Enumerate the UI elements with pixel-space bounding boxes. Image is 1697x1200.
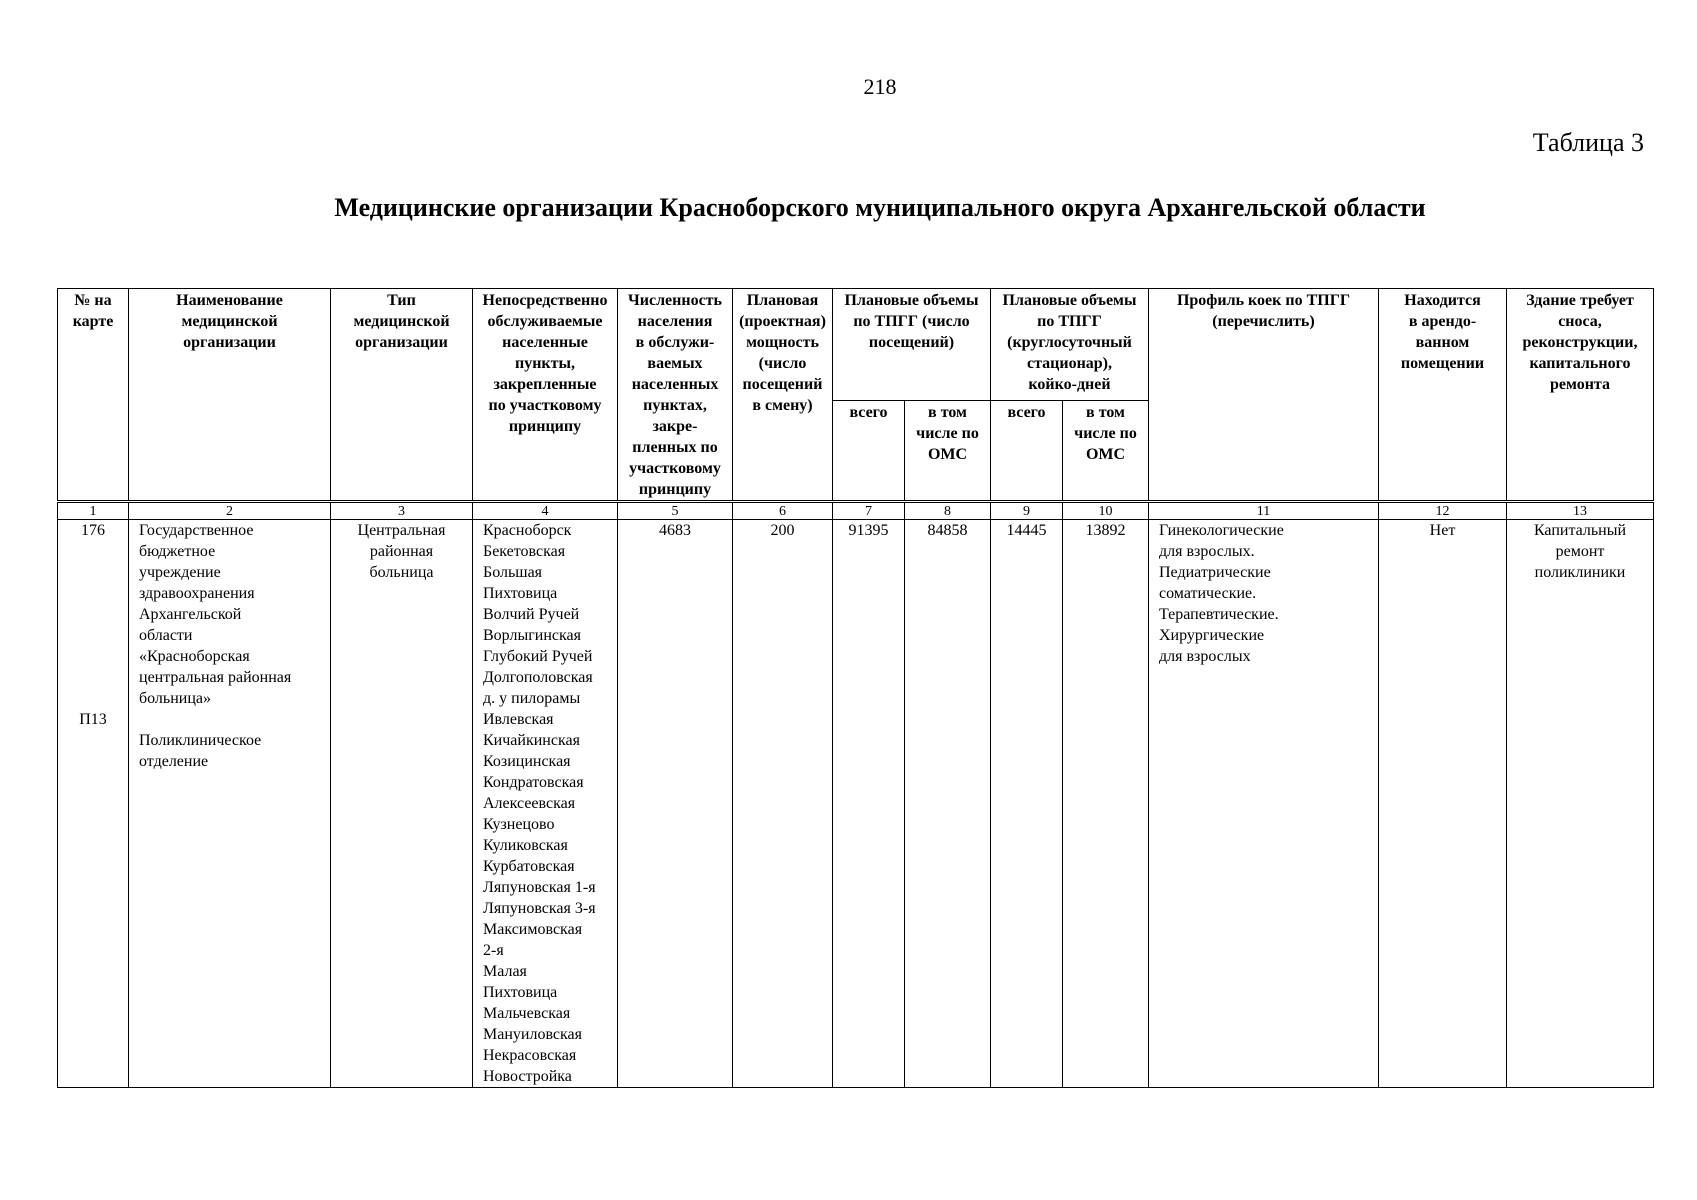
- column-number-row: [58, 502, 1654, 520]
- served-settlements: Красноборск Бекетовская Большая Пихтовица Волчий Ручей Ворлыгинская Глубокий Ручей Долгополовская д. у пилорамы Ивлевская Кичайкинская Козицинская Кондратовская Алексеевская Кузнецово Куликовская Курбатовская Ляпуновская 1-я Ляпуновская 3-я Максимовская 2-я Малая Пихтовица Мальчевская Мануиловская Некрасовская Новостройка: [483, 522, 596, 1085]
- header-population: Численность населения в обслужи- ваемых населенных пунктах, закре- пленных по участковому принципу: [618, 289, 733, 502]
- header-organization-type: Тип медицинской организации: [331, 289, 473, 502]
- cell-building: [1507, 520, 1654, 1088]
- cell-beds-oms: [1063, 520, 1149, 1088]
- header-row-1: [58, 289, 1654, 401]
- page-number: 218: [863, 74, 897, 99]
- map-number-secondary: П13: [79, 711, 107, 728]
- header-building-condition: Здание требует сноса, реконструкции, капитального ремонта: [1507, 289, 1654, 502]
- header-beds-total: всего: [991, 400, 1063, 501]
- header-served-settlements: Непосредственно обслуживаемые населенные пункты, закрепленные по участковому принципу: [473, 289, 618, 502]
- header-planned-visits-group: Плановые объемы по ТПГГ (число посещений): [833, 289, 991, 401]
- organization-subdivision: Поликлиническое отделение: [139, 732, 262, 770]
- capacity-value: 200: [770, 522, 795, 539]
- map-number: 176: [81, 522, 105, 539]
- visits-oms-value: 84858: [927, 522, 968, 539]
- cell-served-settlements: [473, 520, 618, 1088]
- column-number: 10: [1063, 502, 1149, 520]
- column-number: 13: [1507, 502, 1654, 520]
- building-value: Капитальный ремонт поликлиники: [1533, 522, 1627, 581]
- header-planned-beds-group: Плановые объемы по ТПГГ (круглосуточный стационар), койко-дней: [991, 289, 1149, 401]
- organization-type: Центральная районная больница: [357, 522, 446, 581]
- column-number: 5: [618, 502, 733, 520]
- cell-visits-total: [833, 520, 905, 1088]
- beds-oms-value: 13892: [1085, 522, 1126, 539]
- cell-organization-name: [129, 520, 331, 1088]
- column-number: 11: [1149, 502, 1379, 520]
- cell-population: [618, 520, 733, 1088]
- cell-capacity: [733, 520, 833, 1088]
- organization-name: Государственное бюджетное учреждение здравоохранения Архангельской области «Красноборская центральная районная больница»: [139, 522, 292, 707]
- beds-total-value: 14445: [1006, 522, 1047, 539]
- column-number: 2: [129, 502, 331, 520]
- cell-rented: [1379, 520, 1507, 1088]
- column-number: 1: [58, 502, 129, 520]
- table-row: [58, 520, 1654, 1088]
- rented-value: Нет: [1429, 522, 1456, 539]
- column-number: 8: [905, 502, 991, 520]
- column-number: 9: [991, 502, 1063, 520]
- cell-visits-oms: [905, 520, 991, 1088]
- header-visits-total: всего: [833, 400, 905, 501]
- cell-map-number: [58, 520, 129, 1088]
- cell-beds-total: [991, 520, 1063, 1088]
- medical-organizations-table: [57, 288, 1654, 1088]
- header-visits-oms: в том числе по ОМС: [905, 400, 991, 501]
- column-number: 6: [733, 502, 833, 520]
- population-value: 4683: [659, 522, 691, 539]
- cell-organization-type: [331, 520, 473, 1088]
- header-rented-premises: Находится в арендо- ванном помещении: [1379, 289, 1507, 502]
- column-number: 3: [331, 502, 473, 520]
- visits-total-value: 91395: [848, 522, 889, 539]
- cell-bed-profiles: [1149, 520, 1379, 1088]
- column-number: 4: [473, 502, 618, 520]
- header-map-number: № на карте: [58, 289, 129, 502]
- header-planned-capacity: Плановая (проектная) мощность (число посещений в смену): [733, 289, 833, 502]
- header-beds-oms: в том числе по ОМС: [1063, 400, 1149, 501]
- column-number: 7: [833, 502, 905, 520]
- header-bed-profiles: Профиль коек по ТПГГ (перечислить): [1149, 289, 1379, 502]
- header-organization-name: Наименование медицинской организации: [129, 289, 331, 502]
- bed-profiles: Гинекологические для взрослых. Педиатрические соматические. Терапевтические. Хирургические для взрослых: [1159, 522, 1284, 665]
- document-title: Медицинские организации Красноборского муниципального округа Архангельской области: [334, 193, 1426, 222]
- table-label: Таблица 3: [1532, 128, 1644, 157]
- column-number: 12: [1379, 502, 1507, 520]
